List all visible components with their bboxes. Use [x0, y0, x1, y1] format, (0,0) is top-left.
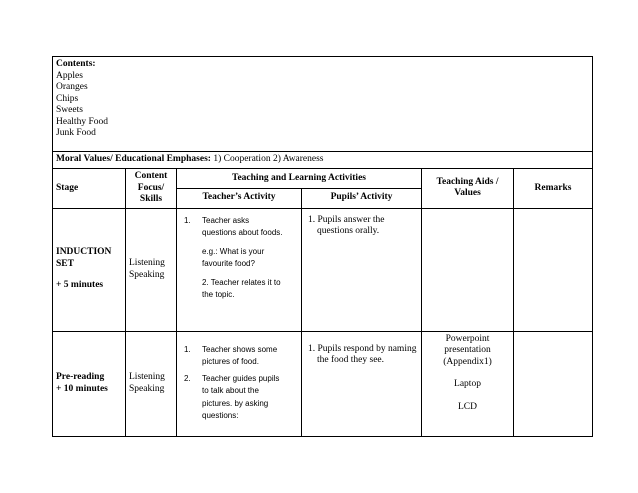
- table-row: [53, 331, 593, 436]
- activity-text: Teacher shows some: [202, 344, 278, 354]
- header-teacher-activity: Teacher’s Activity: [177, 188, 302, 208]
- list-number: 1.: [184, 215, 191, 225]
- stage-duration: + 5 minutes: [56, 280, 104, 291]
- activity-text: Teacher asks: [202, 215, 250, 225]
- contents-cell: [53, 57, 593, 152]
- activity-text: pictures of food.: [202, 357, 259, 366]
- skill-label: Listening: [129, 372, 165, 382]
- header-teaching-aids: [422, 169, 514, 209]
- teaching-aids-cell: [422, 331, 514, 436]
- stage-name: Pre-reading: [56, 372, 105, 382]
- remarks-cell: [514, 208, 593, 331]
- lesson-plan-sheet: [52, 56, 592, 437]
- teaching-aid-item: Laptop: [454, 379, 481, 389]
- skill-label: Speaking: [129, 269, 165, 280]
- contents-item: Chips: [56, 93, 79, 104]
- contents-item: Healthy Food: [56, 116, 108, 127]
- skill-label: Listening: [129, 258, 165, 268]
- pupils-activity-cell: [302, 208, 422, 331]
- header-content-line: Focus/: [137, 182, 165, 193]
- activity-text: 1. Pupils respond by naming: [308, 343, 417, 354]
- teaching-aid-item: (Appendix1): [443, 356, 492, 367]
- teacher-activity-cell: [177, 208, 302, 331]
- activity-text: the food they see.: [317, 355, 385, 365]
- contents-item: Apples: [56, 70, 83, 81]
- contents-item: Oranges: [56, 82, 88, 92]
- contents-item: Junk Food: [56, 128, 96, 138]
- activity-text: 2. Teacher relates it to: [202, 277, 281, 287]
- skills-cell: [126, 208, 177, 331]
- activity-text: pictures. by asking: [202, 398, 269, 408]
- contents-item: Sweets: [56, 105, 83, 115]
- header-aids-line: Teaching Aids /: [436, 176, 499, 187]
- stage-duration: + 10 minutes: [56, 383, 108, 394]
- activity-text: Teacher guides pupils: [202, 373, 280, 383]
- activity-text: 1. Pupils answer the: [308, 214, 385, 225]
- table-row: [53, 208, 593, 331]
- activity-text: the topic.: [202, 290, 235, 299]
- teaching-aid-item: presentation: [444, 345, 491, 355]
- skills-cell: [126, 331, 177, 436]
- header-stage: Stage: [53, 169, 126, 209]
- list-item: [180, 215, 298, 240]
- stage-cell: [53, 208, 126, 331]
- header-pupils-activity: Pupils’ Activity: [302, 188, 422, 208]
- stage-name: SET: [56, 258, 74, 269]
- activity-text: questions:: [202, 411, 239, 420]
- remarks-cell: [514, 331, 593, 436]
- header-remarks: Remarks: [514, 169, 593, 209]
- teaching-aid-item: LCD: [458, 401, 477, 412]
- moral-values-label: Moral Values/ Educational Emphases:: [56, 154, 211, 164]
- activity-text: favourite food?: [202, 259, 255, 268]
- header-aids-line: Values: [454, 188, 481, 199]
- header-content-line: Content: [134, 171, 168, 181]
- header-content-line: Skills: [139, 194, 163, 204]
- list-item: [180, 344, 298, 369]
- moral-values-text: 1) Cooperation 2) Awareness: [210, 154, 324, 164]
- activity-text: to talk about the: [202, 386, 259, 395]
- moral-values-cell: [53, 152, 593, 169]
- activity-text: questions orally.: [317, 226, 380, 236]
- contents-heading: Contents:: [56, 59, 96, 69]
- activity-text: questions about foods.: [202, 228, 283, 237]
- teaching-aids-cell: [422, 208, 514, 331]
- teacher-activity-cell: [177, 331, 302, 436]
- list-number: 2.: [184, 373, 191, 383]
- list-item: [180, 373, 298, 423]
- activity-text: e.g.: What is your: [202, 246, 265, 256]
- stage-name: INDUCTION: [56, 247, 112, 258]
- list-number: 1.: [184, 344, 191, 354]
- skill-label: Speaking: [129, 383, 165, 394]
- stage-cell: [53, 331, 126, 436]
- pupils-activity-cell: [302, 331, 422, 436]
- teaching-aid-item: Powerpoint: [445, 333, 490, 344]
- lesson-plan-table: [52, 56, 593, 437]
- header-content-focus: [126, 169, 177, 209]
- header-activities: Teaching and Learning Activities: [177, 169, 422, 189]
